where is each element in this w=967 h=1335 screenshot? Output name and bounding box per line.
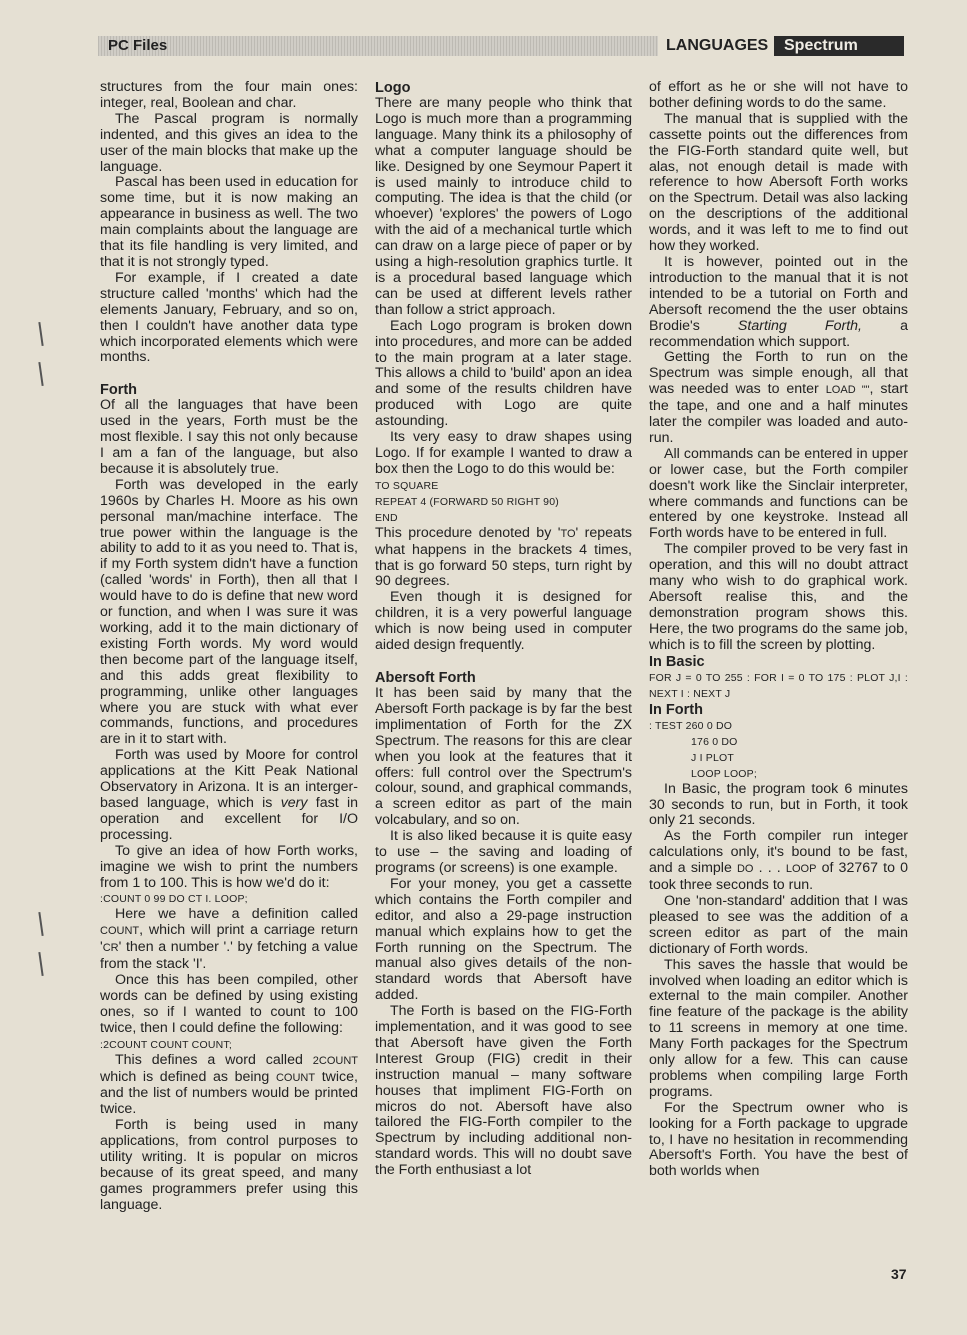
paragraph: Getting the Forth to run on the Spectrum was simple enough, all that was needed was to enter LOAD "", start the tape, and one and a half minutes later the compiler was loaded and auto-run.	[649, 349, 908, 446]
pen-mark	[38, 912, 43, 936]
paragraph: Forth was developed in the early 1960s by Charles H. Moore as his own personal man/machine interface. The true power within the language is the ability to add to it as you need to. That is, if my Forth system didn't have a function (called 'words' in Forth), then all that I would have to do is define that new word or function, and when I was sure it was working, add it to the main dictionary of existing Forth words. My word would then become part of the language itself, and this adds great flexibility to programming, unlike other languages where you are stuck with what ever commands, functions, and procedures are in it to start with.	[100, 476, 358, 748]
paragraph: The Pascal program is normally indented, and this gives an idea to the user of the main blocks that make up the language.	[100, 110, 358, 175]
paragraph: For example, if I created a date structure called 'months' which had the elements January, February, and so on, then I couldn't have another data type which incorporated elements which were months.	[100, 269, 358, 366]
paragraph: The compiler proved to be very fast in operation, and this will no doubt attract many who wish to do graphical work. Abersoft realise this, and the demonstration program shows this. Here, the two programs do the same job, which is to fill the screen by plotting.	[649, 541, 908, 653]
paragraph: It is however, pointed out in the introduction to the manual that it is not intended to be a tutorial on Forth and Abersoft recomend the the user obtains Brodie's Starting Forth, a recommendation which support.	[649, 253, 908, 350]
page-number: 37	[891, 1266, 907, 1282]
paragraph: One 'non-standard' addition that I was pleased to see was the addition of a screen editor as part of the main dictionary of Forth words.	[649, 892, 908, 957]
paragraph: This saves the hassle that would be involved when loading an editor which is external to the main compiler. Another fine feature of the package is the ability to 11 screens in memory at one time. Many Forth packages for the Spectrum only allow for a few. This can cause problems when compiling large Forth programs.	[649, 956, 908, 1100]
paragraph: For your money, you get a cassette which contains the Forth compiler and editor, and also a 29-page instruction manual which explains how to get the Forth running on the Spectrum. The manual also gives details of the non-standard words that Abersoft have added.	[375, 875, 632, 1004]
paragraph: Even though it is designed for children, it is a very powerful language which is now being used in computer aided design frequently.	[375, 589, 632, 654]
paragraph: It has been said by many that the Abersoft Forth package is by far the best implimentation of Forth for the ZX Spectrum. The reasons for this are clear when you look at the features that it offers: full control over the Spectrum's colour, sound, and graphical commands, a screen editor as part of the main volcabulary, and so on.	[375, 685, 632, 829]
logo-heading: Logo	[375, 80, 411, 96]
paragraph: All commands can be entered in upper or lower case, but the Forth compiler doesn't work like the Sinclair interpreter, where commands and functions can be entered by one keystroke. Instead all Forth words have to be entered in full.	[649, 445, 908, 542]
abersoft-heading: Abersoft Forth	[375, 670, 476, 686]
paragraph: Pascal has been used in education for some time, but it is now making an appearance in business as well. The two main complaints about the language are that its file handling is very limited, and that it is not strongly typed.	[100, 174, 358, 270]
paragraph: For the Spectrum owner who is looking for a Forth package to upgrade to, I have no hesitation in recommending Abersoft's Forth. You have the best of both worlds when	[649, 1099, 908, 1180]
paragraph: Its very easy to draw shapes using Logo. If for example I wanted to draw a box then the Logo to do this would be:	[375, 429, 632, 477]
code-line: :2COUNT COUNT COUNT;	[100, 1038, 232, 1051]
paragraph: Each Logo program is broken down into procedures, and more can be added to the main program at a later stage. This allows a child to 'build' apon an idea and some of the results children have produced with Logo are quite astounding.	[375, 317, 632, 430]
column-2	[375, 80, 632, 1179]
code-line: TO SQUARE	[375, 479, 439, 492]
paragraph: of effort as he or she will not have to bother defining words to do the same.	[649, 79, 908, 111]
code-line: LOOP LOOP;	[691, 767, 757, 780]
product-label: Spectrum	[774, 36, 904, 56]
forth-heading: Forth	[100, 382, 138, 399]
paragraph: Once this has been compiled, other words can be defined by using existing ones, so if I wanted to count to 100 twice, then I could define the following:	[100, 972, 358, 1036]
code-line: J I PLOT	[691, 751, 735, 764]
paragraph: This procedure denoted by 'TO' repeats what happens in the brackets 4 times, that is go forward 50 steps, turn right by 90 degrees.	[375, 524, 632, 590]
category-label: LANGUAGES	[658, 36, 776, 56]
column-1	[100, 80, 358, 1214]
code-line: REPEAT 4 (FORWARD 50 RIGHT 90)	[375, 495, 559, 508]
in-basic-heading: In Basic	[649, 653, 705, 670]
in-forth-heading: In Forth	[649, 701, 703, 718]
paragraph: Forth is being used in many applications, from control purposes to utility writing. It is popular on micros because of its great speed, and many games programmers prefer using this language.	[100, 1117, 358, 1213]
paragraph: Here we have a definition called COUNT, which will print a carriage return 'CR' then a number '.' by fetching a value from the stack 'I'.	[100, 906, 358, 973]
section-title: PC Files	[108, 37, 168, 54]
code-line: : TEST 260 0 DO	[649, 719, 733, 732]
page-header	[98, 36, 904, 56]
column-3	[649, 80, 908, 1180]
paragraph: Forth was used by Moore for control applications at the Kitt Peak National Observatory in Arizona. It is an interger-based language, which is very fast in operation and excellent for I/O processing.	[100, 747, 358, 843]
paragraph: Of all the languages that have been used in the years, Forth must be the most flexible. I say this not only because I am a fan of the language, but also because it is absolutely true.	[100, 397, 358, 477]
paragraph: This defines a word called 2COUNT which is defined as being COUNT twice, and the list of numbers would be printed twice.	[100, 1051, 358, 1118]
pen-mark	[38, 362, 43, 386]
code-line: 176 0 DO	[691, 735, 738, 748]
paragraph: The manual that is supplied with the cassette points out the differences from the FIG-Forth standard quite well, but alas, not enough detail is made with reference to how Abersoft Forth works on the Spectrum. Detail was also lacking on the descriptions of the additional words, and it was left to me to find out how they worked.	[649, 110, 908, 255]
paragraph: The Forth is based on the FIG-Forth implementation, and it was good to see that Abersoft have given the Forth Interest Group (FIG) credit in their instruction manual – many software houses that impliment FIG-Forth on micros do not. Abersoft have also tailored the FIG-Forth compiler to the Spectrum by including additional non-standard words. This will no doubt save the Forth enthusiast a lot	[375, 1003, 632, 1179]
code-line: END	[375, 511, 398, 524]
paragraph: As the Forth compiler run integer calculations only, it's bound to be fast, and a simple DO . . . LOOP of 32767 to 0 took three seconds to run.	[649, 828, 909, 894]
paragraph: structures from the four main ones: integer, real, Boolean and char.	[100, 79, 358, 111]
paragraph: In Basic, the program took 6 minutes 30 seconds to run, but in Forth, it took only 21 seconds.	[649, 780, 908, 829]
paragraph: To give an idea of how Forth works, imagine we wish to print the numbers from 1 to 100. This is how we'd do it:	[100, 842, 358, 891]
code-line: :COUNT 0 99 DO CT I. LOOP;	[100, 893, 248, 906]
pen-mark	[38, 322, 43, 346]
pen-mark	[38, 952, 43, 976]
code-line: FOR J = 0 TO 255 : FOR I = 0 TO 175 : PLOT J,I : NEXT I : NEXT J	[649, 671, 908, 700]
paragraph: There are many people who think that Logo is much more than a programming language. Many think its a philosophy of what a computer language should be like. Designed by one Seymour Papert it is used mainly to introduce child to computing. The idea is that the child (or whoever) 'explores' the powers of Logo with the aid of a mechanical turtle which can draw on a large piece of paper or by using a high-resolution graphics turtle. It is a procedural based language which can be used at different levels rather than follow a strict approach.	[375, 95, 632, 318]
paragraph: It is also liked because it is quite easy to use – the saving and loading of programs (or screens) is one example.	[375, 828, 632, 876]
